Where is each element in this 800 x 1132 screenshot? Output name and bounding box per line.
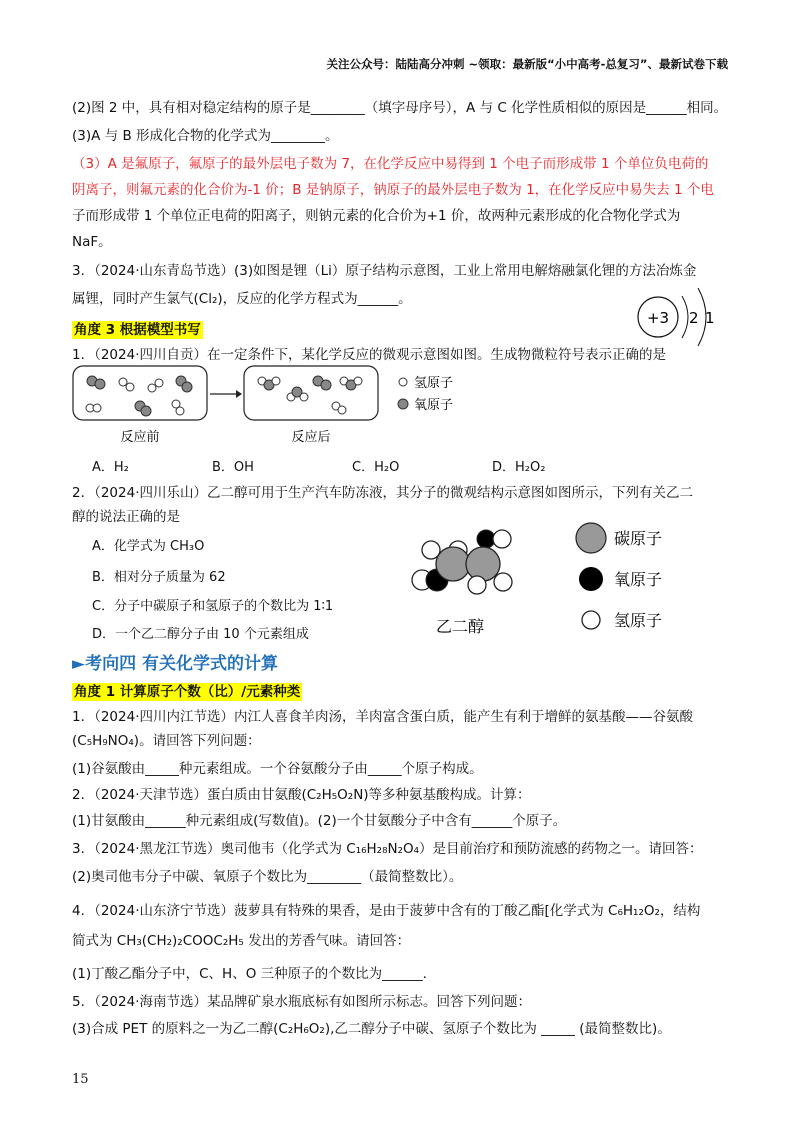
question-line: 1．（2024·四川自贡）在一定条件下，某化学反应的微观示意图如图。生成物微粒符号表示正确的是 <box>72 347 666 363</box>
question-line: 2．（2024·四川乐山）乙二醇可用于生产汽车防冻液，其分子的微观结构示意图如图所示，下列有关乙二 <box>72 485 693 501</box>
nucleus-charge: +3 <box>646 309 670 327</box>
arrow-head <box>236 390 242 398</box>
li-atom-diagram <box>632 284 722 348</box>
before-molecules <box>86 376 192 416</box>
question-line: (1)谷氨酸由_____种元素组成。一个谷氨酸分子由_____个原子构成。 <box>72 761 483 777</box>
legend-h-dot <box>582 611 600 629</box>
legend-h-label: 氢原子 <box>614 611 663 630</box>
electron-shell-1 <box>682 296 688 338</box>
angle3-heading: 角度 3 根据模型书写 <box>74 322 201 338</box>
question-line: (2)奥司他韦分子中碳、氧原子个数比为________（最简整数比）。 <box>72 869 463 885</box>
option-c: C．分子中碳原子和氢原子的个数比为 1∶1 <box>92 599 334 614</box>
legend-o-label: 氧原子 <box>414 398 454 413</box>
question-line: 简式为 CH₃(CH₂)₂COOC₂H₅ 发出的芳香气味。请回答： <box>72 933 411 949</box>
reaction-diagram <box>72 364 492 446</box>
option-b: B．相对分子质量为 62 <box>92 570 226 585</box>
option-a: A．化学式为 CH₃O <box>92 539 205 554</box>
question-line: 5．（2024·海南节选）某品牌矿泉水瓶底标有如图所示标志。回答下列问题： <box>72 994 531 1010</box>
legend-c-dot <box>576 523 606 553</box>
after-label: 反应后 <box>291 430 331 445</box>
option-b: B．OH <box>212 460 254 475</box>
glycol-name: 乙二醇 <box>435 617 485 636</box>
question-line: 3．（2024·山东青岛节选）(3)如图是锂（Li）原子结构示意图，工业上常用电解熔融氯化锂的方法冶炼金 <box>72 263 697 279</box>
legend-o-dot <box>579 567 603 591</box>
angle1-heading: 角度 1 计算原子个数（比）/元素种类 <box>74 684 301 700</box>
legend-c-label: 碳原子 <box>614 529 663 548</box>
question-line: (1)甘氨酸由______种元素组成(写数值)。(2)一个甘氨酸分子中含有______个原子。 <box>72 813 567 829</box>
question-line: (2)图 2 中，具有相对稳定结构的原子是________（填字母序号），A 与 C 化学性质相似的原因是______相同。 <box>72 100 728 116</box>
question-line: 2．（2024·天津节选）蛋白质由甘氨酸(C₂H₅O₂N)等多种氨基酸构成。计算： <box>72 787 531 803</box>
glycol-diagram <box>400 520 720 638</box>
question-line: 1．（2024·四川内江节选）内江人喜食羊肉汤，羊肉富含蛋白质，能产生有利于增鲜的氨基酸——谷氨酸 <box>72 709 693 725</box>
answer-line: 子而形成带 1 个单位正电荷的阳离子，则钠元素的化合价为+1 价，故两种元素形成的化合物化学式为 <box>72 208 681 224</box>
before-label: 反应前 <box>120 430 160 445</box>
answer-line: （3）A 是氟原子，氟原子的最外层电子数为 7，在化学反应中易得到 1 个电子而形成带 1 个单位负电荷的 <box>72 156 709 172</box>
page-header: 关注公众号：陆陆高分冲刺 ~领取：最新版“小中高考-总复习”、最新试卷下载 <box>326 57 728 71</box>
option-d: D．H₂O₂ <box>492 460 546 475</box>
answer-line: 阴离子，则氟元素的化合价为-1 价；B 是钠原子，钠原子的最外层电子数为 1，在化学反应中易失去 1 个电 <box>72 182 714 198</box>
question-line: 醇的说法正确的是 <box>72 509 180 525</box>
page-number: 15 <box>72 1072 89 1087</box>
question-line: (3)合成 PET 的原料之一为乙二醇(C₂H₆O₂),乙二醇分子中碳、氢原子个数比为 _____ (最简整数比)。 <box>72 1021 671 1037</box>
answer-line: NaF。 <box>72 234 112 250</box>
before-box <box>73 366 207 420</box>
shell1-electrons: 2 <box>689 309 699 327</box>
question-line: (3)A 与 B 形成化合物的化学式为________。 <box>72 128 339 144</box>
glycol-molecule <box>412 530 512 594</box>
option-c: C．H₂O <box>352 460 400 475</box>
question-line: (1)丁酸乙酯分子中，C、H、O 三种原子的个数比为______. <box>72 966 427 982</box>
section-heading: ►考向四 有关化学式的计算 <box>72 654 278 674</box>
after-box <box>244 366 378 420</box>
legend-o-dot <box>398 399 408 409</box>
legend-h-dot <box>399 378 407 386</box>
option-d: D．一个乙二醇分子由 10 个元素组成 <box>92 627 309 642</box>
question-line: 3．（2024·黑龙江节选）奥司他韦（化学式为 C₁₆H₂₈N₂O₄）是目前治疗和预防流感的药物之一。请回答： <box>72 841 703 857</box>
shell2-electrons: 1 <box>705 309 715 327</box>
after-molecules <box>258 376 362 414</box>
question-line: 4．（2024·山东济宁节选）菠萝具有特殊的果香，是由于菠萝中含有的丁酸乙酯[化学式为 C₆H₁₂O₂，结构 <box>72 903 701 919</box>
option-a: A．H₂ <box>92 460 129 475</box>
legend-h-label: 氢原子 <box>414 376 454 391</box>
question-line: (C₅H₉NO₄)。请回答下列问题： <box>72 733 261 749</box>
question-line: 属锂，同时产生氯气(Cl₂)，反应的化学方程式为______。 <box>72 291 412 307</box>
legend-o-label: 氧原子 <box>614 570 663 589</box>
